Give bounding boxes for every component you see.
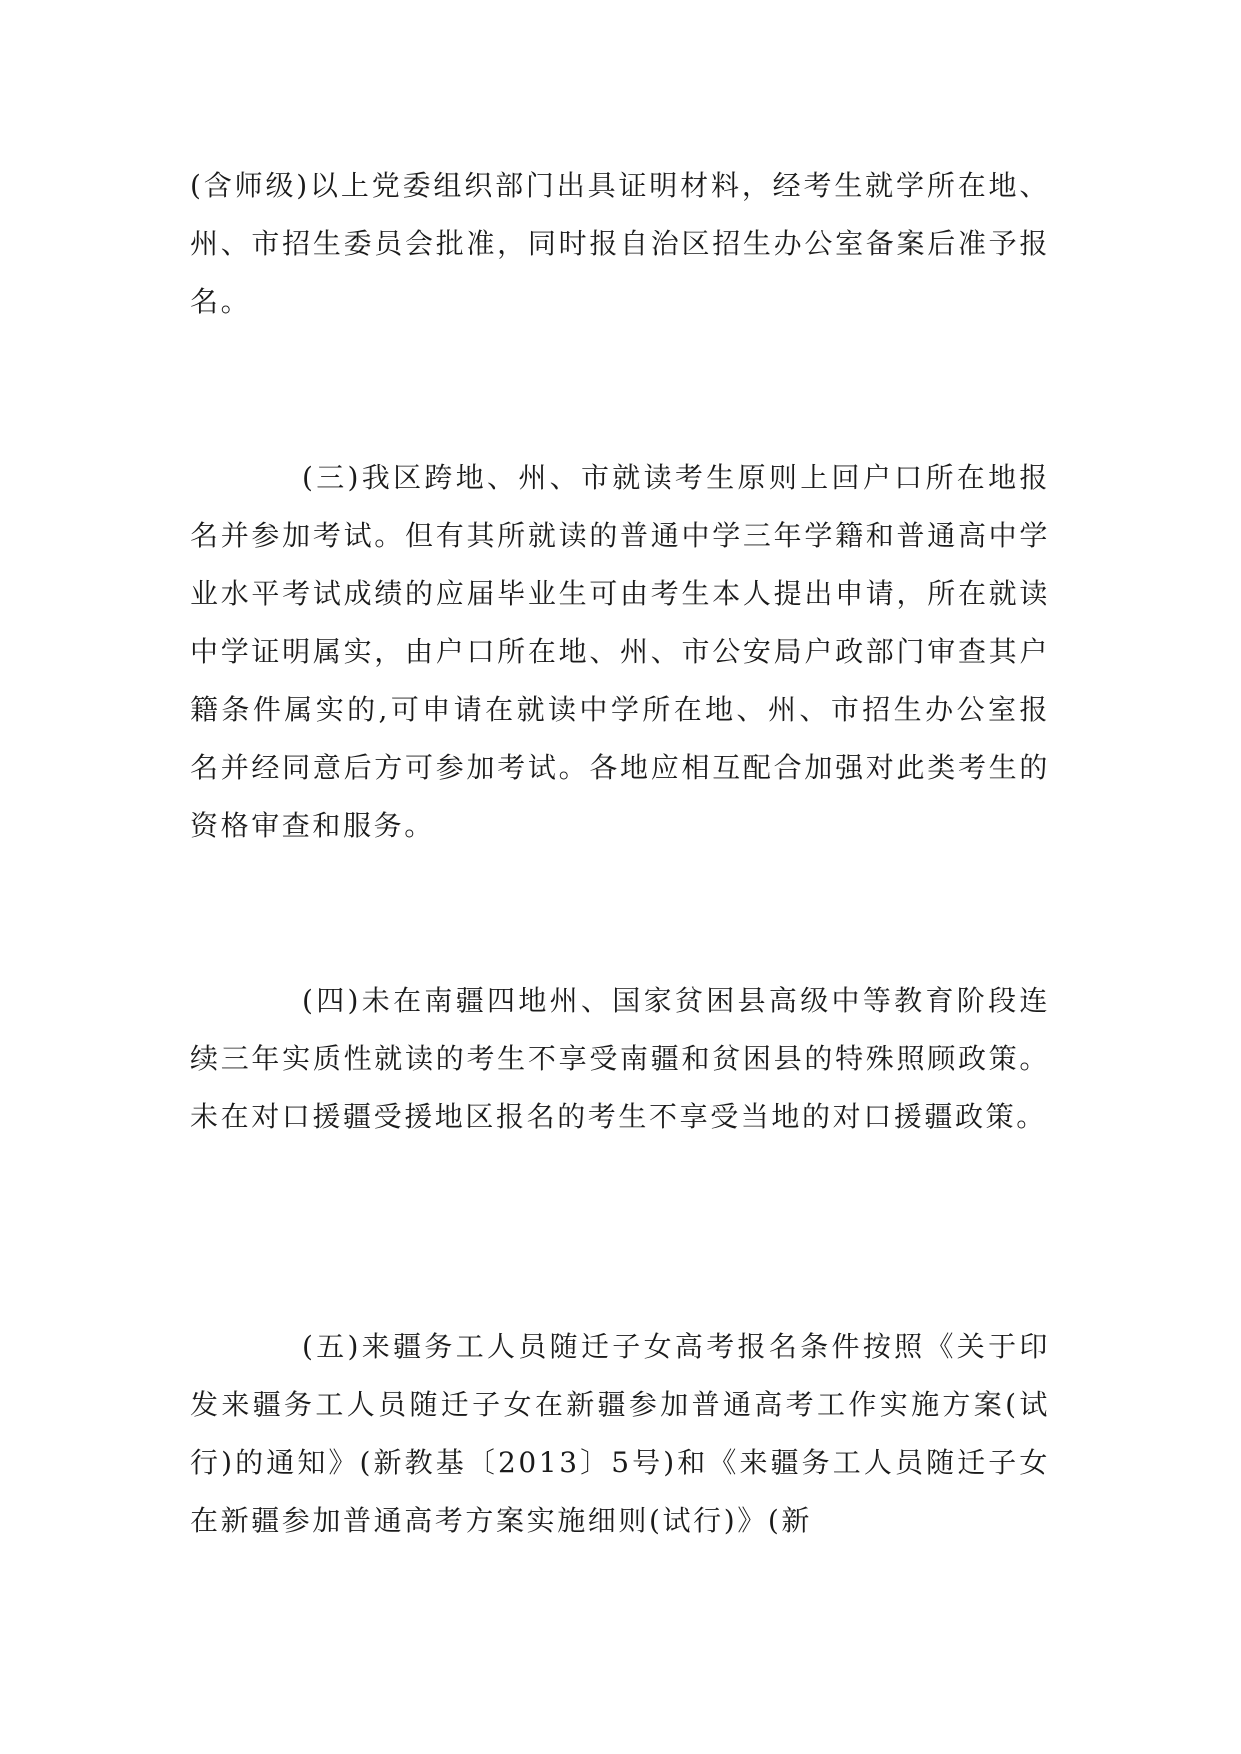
paragraph-section-5: (五)来疆务工人员随迁子女高考报名条件按照《关于印发来疆务工人员随迁子女在新疆参加普通高考工作实施方案(试行)的通知》(新教基〔2013〕5号)和《来疆务工人员随迁子女在新疆参加普通高考方案实施细则(试行)》(新 (190, 1330, 1050, 1537)
paragraph-continuation: (含师级)以上党委组织部门出具证明材料，经考生就学所在地、州、市招生委员会批准，同时报自治区招生办公室备案后准予报名。 (190, 169, 1050, 318)
paragraph-section-3: (三)我区跨地、州、市就读考生原则上回户口所在地报名并参加考试。但有其所就读的普通中学三年学籍和普通高中学业水平考试成绩的应届毕业生可由考生本人提出申请，所在就读中学证明属实，由户口所在地、州、市公安局户政部门审查其户籍条件属实的,可申请在就读中学所在地、州、市招生办公室报名并经同意后方可参加考试。各地应相互配合加强对此类考生的资格审查和服务。 (190, 461, 1050, 842)
paragraph-section-4: (四)未在南疆四地州、国家贫困县高级中等教育阶段连续三年实质性就读的考生不享受南疆和贫困县的特殊照顾政策。未在对口援疆受援地区报名的考生不享受当地的对口援疆政策。 (190, 984, 1050, 1133)
